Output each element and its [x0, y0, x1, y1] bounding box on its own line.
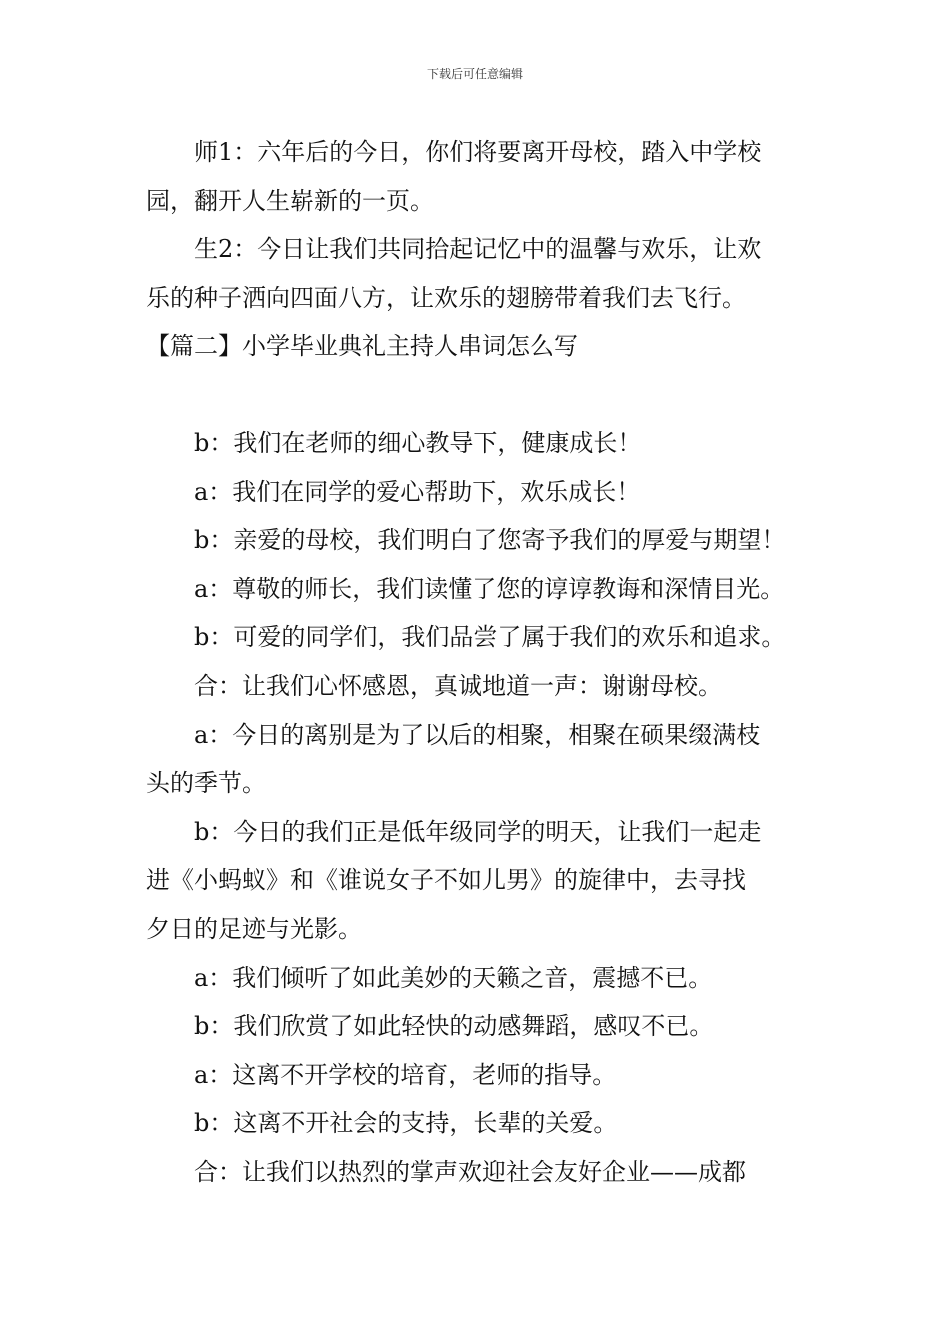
paragraph-line: b：今日的我们正是低年级同学的明天，让我们一起走	[194, 817, 762, 846]
paragraph-line: 头的季节。	[146, 769, 266, 798]
paragraph	[146, 128, 814, 225]
paragraph-line: b：我们欣赏了如此轻快的动感舞蹈，感叹不已。	[194, 1012, 714, 1041]
paragraph-line: b：我们在老师的细心教导下，健康成长！	[194, 428, 642, 457]
paragraph	[146, 662, 814, 711]
paragraph-line: a：这离不开学校的培育，老师的指导。	[194, 1060, 617, 1089]
paragraph-line: a：尊敬的师长，我们读懂了您的谆谆教诲和深情目光。	[194, 574, 785, 603]
paragraph	[146, 1051, 814, 1100]
paragraph	[146, 468, 814, 517]
paragraph-line: 夕日的足迹与光影。	[146, 914, 362, 943]
paragraph	[146, 565, 814, 614]
paragraph-line: 进《小蚂蚁》和《谁说女子不如儿男》的旋律中，去寻找	[146, 866, 746, 895]
blank-spacer	[146, 371, 814, 419]
paragraph-line: b：亲爱的母校，我们明白了您寄予我们的厚爱与期望！	[194, 526, 786, 555]
paragraph-line: 合：让我们以热烈的掌声欢迎社会友好企业——成都	[194, 1157, 746, 1186]
paragraph	[146, 808, 814, 954]
paragraph	[146, 1002, 814, 1051]
paragraph	[146, 516, 814, 565]
section-heading	[146, 322, 814, 371]
paragraph-line: 生2：今日让我们共同拾起记忆中的温馨与欢乐，让欢	[194, 235, 762, 264]
paragraph-line: a：我们倾听了如此美妙的天籁之音，震撼不已。	[194, 963, 713, 992]
section-heading-text: 【篇二】小学毕业典礼主持人串词怎么写	[146, 332, 578, 361]
paragraph-line: a：今日的离别是为了以后的相聚，相聚在硕果缀满枝	[194, 720, 761, 749]
paragraph	[146, 711, 814, 808]
document-body	[146, 128, 814, 1196]
paragraph-line: b：这离不开社会的支持，长辈的关爱。	[194, 1109, 618, 1138]
paragraph-line: b：可爱的同学们，我们品尝了属于我们的欢乐和追求。	[194, 623, 786, 652]
paragraph-line: 园，翻开人生崭新的一页。	[146, 186, 434, 215]
paragraph-line: a：我们在同学的爱心帮助下，欢乐成长！	[194, 477, 641, 506]
page-header: 下载后可任意编辑	[426, 67, 523, 81]
paragraph	[146, 954, 814, 1003]
paragraph-line: 师1：六年后的今日，你们将要离开母校，踏入中学校	[194, 138, 762, 166]
paragraph	[146, 1099, 814, 1148]
paragraph	[146, 613, 814, 662]
paragraph	[146, 419, 814, 468]
paragraph-line: 合：让我们心怀感恩，真诚地道一声：谢谢母校。	[194, 671, 722, 700]
paragraph	[146, 225, 814, 322]
paragraph-line: 乐的种子洒向四面八方，让欢乐的翅膀带着我们去飞行。	[146, 283, 746, 312]
paragraph	[146, 1148, 814, 1197]
